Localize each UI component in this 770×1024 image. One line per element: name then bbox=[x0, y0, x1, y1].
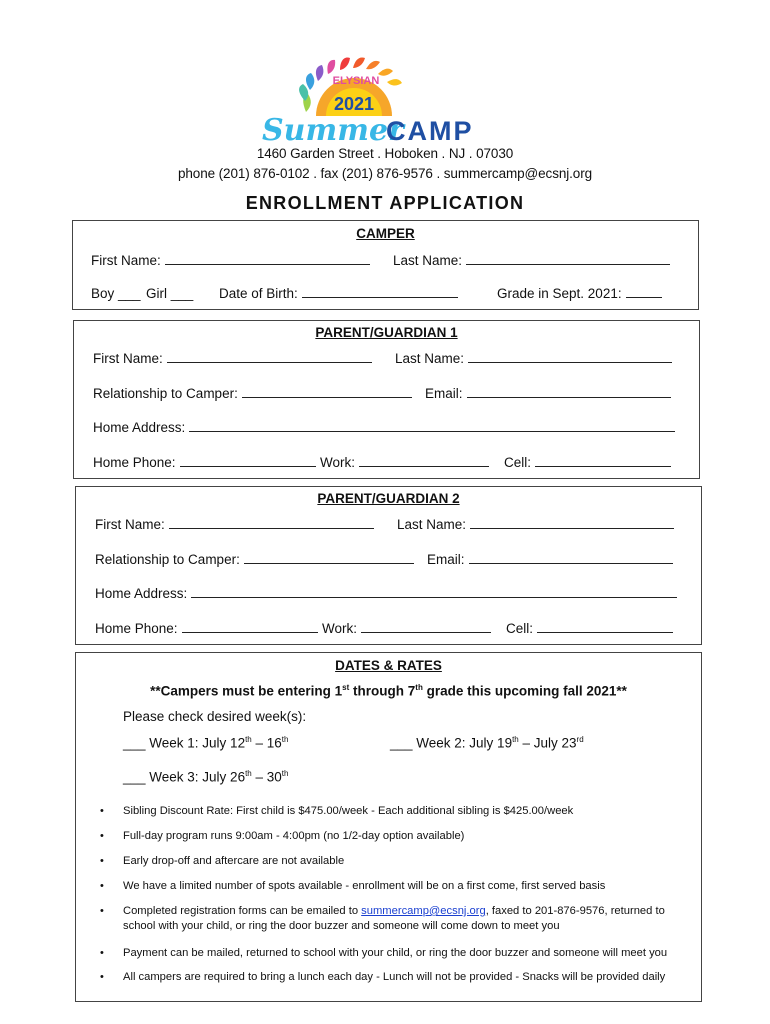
email-link[interactable]: summercamp@ecsnj.org bbox=[361, 905, 486, 917]
guardian2-section bbox=[75, 486, 702, 645]
svg-text:2021: 2021 bbox=[333, 94, 375, 114]
guardian1-section bbox=[73, 320, 700, 479]
bullet-icon: • bbox=[100, 971, 104, 983]
camp-logo bbox=[258, 54, 514, 146]
camper-grade-field[interactable]: Grade in Sept. 2021: bbox=[497, 286, 662, 301]
bullet-icon: • bbox=[100, 880, 104, 892]
guardian2-address-field[interactable]: Home Address: bbox=[95, 586, 677, 601]
camper-section bbox=[72, 220, 699, 310]
week1-option[interactable]: ___ Week 1: July 12th – 16th bbox=[123, 735, 289, 751]
bullet-icon: • bbox=[100, 947, 104, 959]
guardian2-work-field[interactable]: Work: bbox=[322, 621, 491, 636]
bullet-icon: • bbox=[100, 905, 104, 917]
guardian2-heading: PARENT/GUARDIAN 2 bbox=[317, 491, 460, 506]
camper-dob-field[interactable]: Date of Birth: bbox=[219, 286, 458, 301]
camper-heading: CAMPER bbox=[356, 226, 415, 241]
svg-text:Summer: Summer bbox=[262, 113, 404, 146]
contact-line: phone (201) 876-0102 . fax (201) 876-9576 . summercamp@ecsnj.org bbox=[177, 166, 593, 181]
camper-last-name-field[interactable]: Last Name: bbox=[393, 253, 670, 268]
guardian1-address-field[interactable]: Home Address: bbox=[93, 420, 675, 435]
guardian2-relationship-field[interactable]: Relationship to Camper: bbox=[95, 552, 414, 567]
guardian1-work-field[interactable]: Work: bbox=[320, 455, 489, 470]
guardian2-home-phone-field[interactable]: Home Phone: bbox=[95, 621, 318, 636]
guardian2-first-name-field[interactable]: First Name: bbox=[95, 517, 374, 532]
svg-text:CAMP: CAMP bbox=[386, 116, 474, 146]
bullet-icon: • bbox=[100, 830, 104, 842]
guardian1-home-phone-field[interactable]: Home Phone: bbox=[93, 455, 316, 470]
address-line: 1460 Garden Street . Hoboken . NJ . 07030 bbox=[256, 146, 514, 161]
bullet-icon: • bbox=[100, 855, 104, 867]
week2-option[interactable]: ___ Week 2: July 19th – July 23rd bbox=[390, 735, 584, 751]
bullet-icon: • bbox=[100, 805, 104, 817]
camper-first-name-field[interactable]: First Name: bbox=[91, 253, 370, 268]
page-title: ENROLLMENT APPLICATION bbox=[245, 193, 525, 213]
guardian1-relationship-field[interactable]: Relationship to Camper: bbox=[93, 386, 412, 401]
camper-boy-field[interactable]: Boy ___ bbox=[91, 286, 141, 301]
guardian1-email-field[interactable]: Email: bbox=[425, 386, 671, 401]
guardian2-last-name-field[interactable]: Last Name: bbox=[397, 517, 674, 532]
guardian2-cell-field[interactable]: Cell: bbox=[506, 621, 673, 636]
week3-option[interactable]: ___ Week 3: July 26th – 30th bbox=[123, 769, 289, 785]
guardian1-cell-field[interactable]: Cell: bbox=[504, 455, 671, 470]
guardian2-email-field[interactable]: Email: bbox=[427, 552, 673, 567]
camper-girl-field[interactable]: Girl ___ bbox=[146, 286, 194, 301]
guardian1-heading: PARENT/GUARDIAN 1 bbox=[315, 325, 458, 340]
dates-heading: DATES & RATES bbox=[335, 658, 442, 673]
check-weeks-prompt: Please check desired week(s): bbox=[123, 709, 307, 724]
dates-rates-section: DATES & RATES **Campers must be entering 1st through 7th grade this upcoming fall 2021** Please check desired week(s): ___ Week 1: July 12th – 16th ___ Week 2: July 19th – July 23rd ___ Week 3: July 26th – 30th • Sibling Discount Rate: First child is $475.00/week - Each additional sibling is $425.00/week • Full-day program runs 9:00am - 4:00pm (no 1/2-day option available) • Early drop-off and aftercare are not available • We have a limited number of spots available - enrollment will be on a first come, first served basis • Completed registration forms can be emailed to summercamp@ecsnj.org, faxed to 201-876-9576, returned to school with your child, or ring the door buzzer and someone will come down to meet you • Payment can be mailed, returned to school with your child, or ring the door buzzer and someone will meet you • All campers are required to bring a lunch each day - Lunch will not be provided - Snacks will be provided daily bbox=[75, 652, 702, 1002]
guardian1-last-name-field[interactable]: Last Name: bbox=[395, 351, 672, 366]
svg-text:ELYSIAN: ELYSIAN bbox=[332, 75, 380, 87]
grade-requirement-note: **Campers must be entering 1st through 7th grade this upcoming fall 2021** bbox=[150, 683, 627, 699]
guardian1-first-name-field[interactable]: First Name: bbox=[93, 351, 372, 366]
